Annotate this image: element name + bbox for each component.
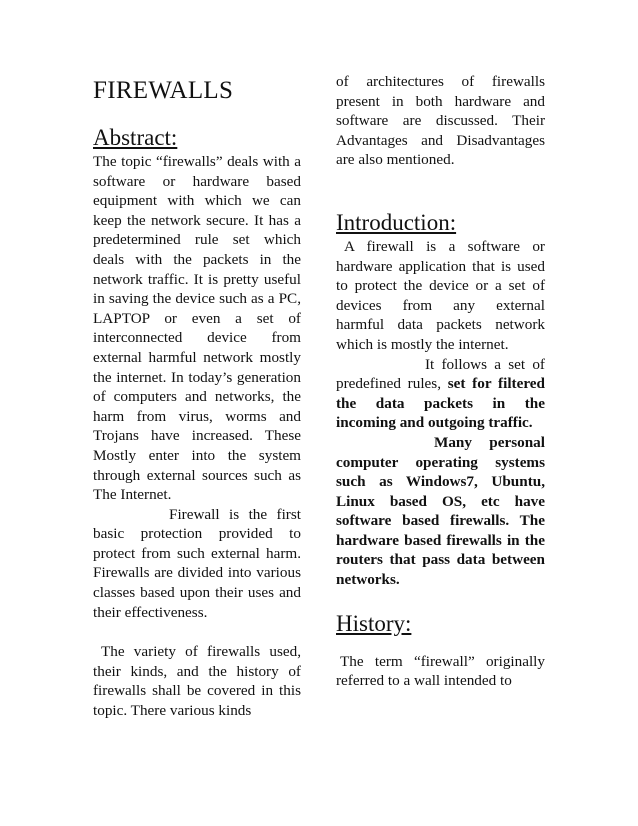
- right-column: [336, 72, 545, 691]
- introduction-paragraph-1: A firewall is a software or hardware application that is used to protect the device or a set of devices from any external harmful data packets network which is mostly the internet.: [336, 237, 545, 353]
- abstract-heading: Abstract:: [93, 125, 178, 150]
- introduction-paragraph-2-normal: It follows a set of predefined rules,: [336, 355, 545, 393]
- introduction-heading: Introduction:: [336, 209, 457, 235]
- abstract-paragraph-3: The variety of firewalls used, their kinds, and the history of firewalls shall be covered in this topic. There various kinds: [93, 643, 301, 720]
- abstract-paragraph-2: Firewall is the first basic protection provided to protect from such external harm. Firewalls are divided into various classes based upon their uses and their effectiveness.: [93, 505, 301, 621]
- abstract-continuation: of architectures of firewalls present in both hardware and software are discussed. Their Advantages and Disadvantages are also mentioned.: [336, 73, 545, 169]
- introduction-paragraph-2: [336, 355, 545, 433]
- introduction-paragraph-3: Many personal computer operating systems such as Windows7, Ubuntu, Linux based OS, etc have software based firewalls. The hardware based firewalls in the routers that pass data between networks.: [336, 433, 545, 589]
- abstract-paragraph-1: The topic “firewalls” deals with a software or hardware based equipment with which we can keep the network secure. It has a predetermined rule set which deals with the packets in the network traffic. It is pretty useful in saving the device such as a PC, LAPTOP or even a set of interconnected device from external harmful network mostly the internet. In today’s generation of computers and networks, the harm from virus, worms and Trojans have increased. These Mostly enter into the system through external sources such as The Internet.: [93, 153, 301, 504]
- left-column: [93, 72, 301, 721]
- history-paragraph-1: The term “firewall” originally referred to a wall intended to: [336, 652, 545, 690]
- history-heading: History:: [336, 610, 412, 636]
- introduction-paragraph-2-bold: set for filtered the data packets in the incoming and outgoing traffic.: [336, 375, 545, 432]
- document-title: FIREWALLS: [93, 77, 234, 104]
